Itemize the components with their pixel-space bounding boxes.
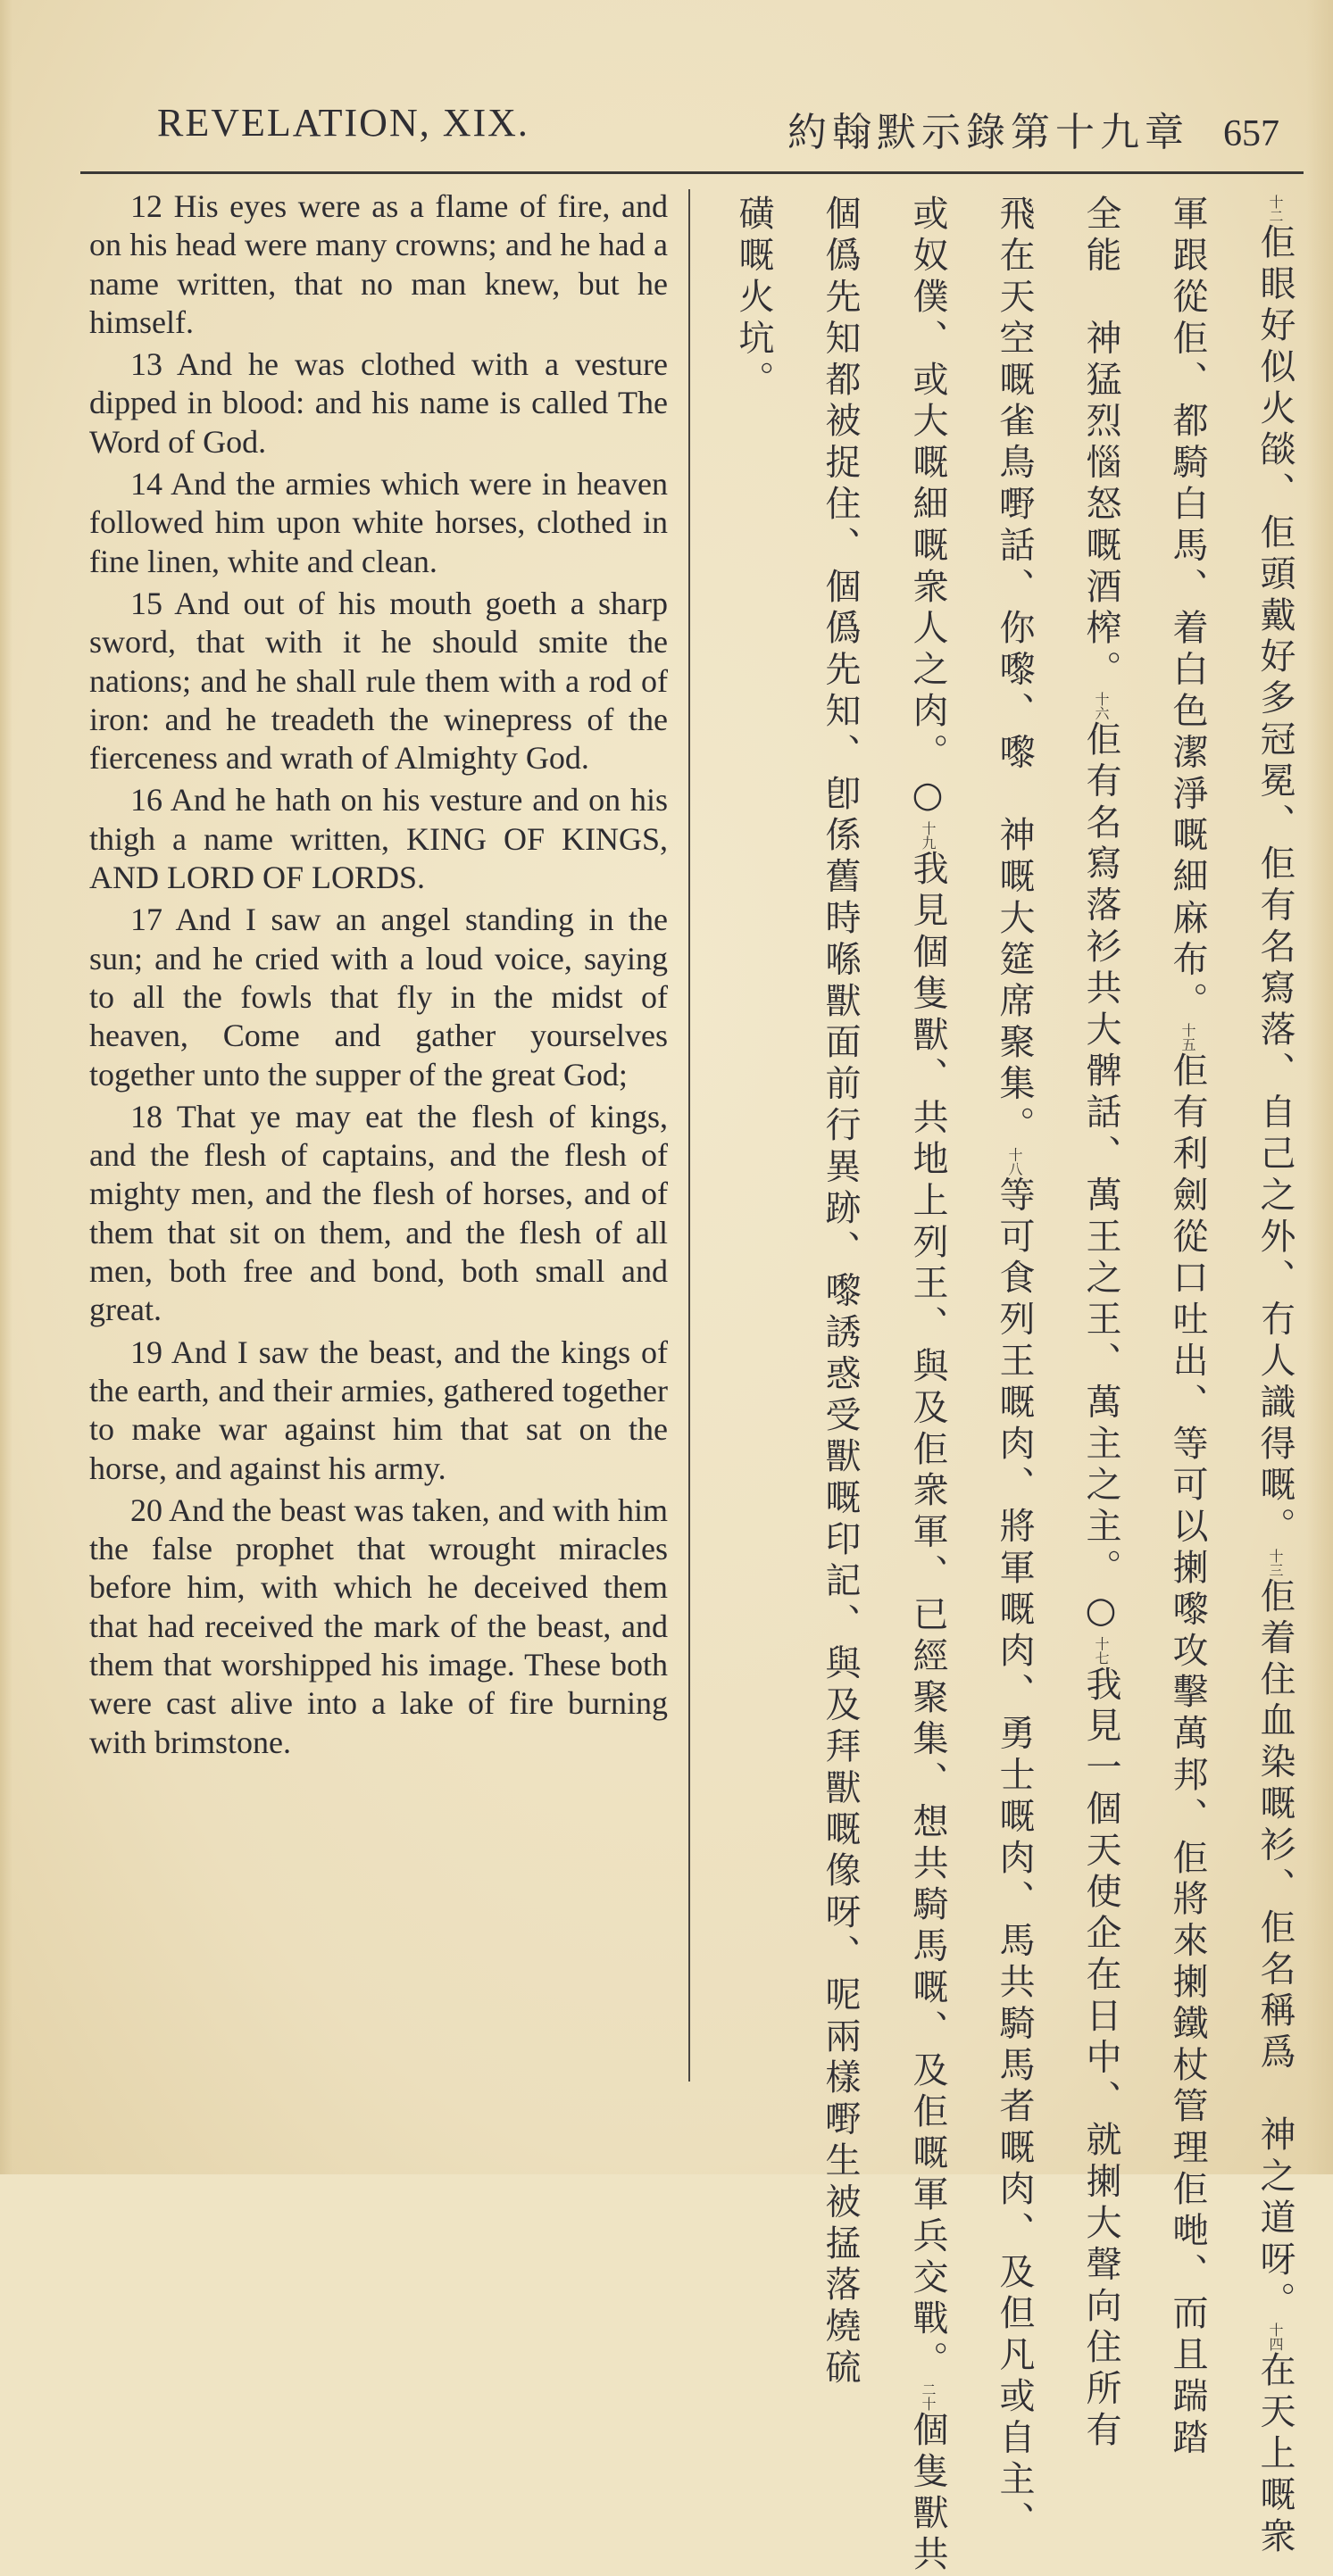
- page-number: 657: [1223, 113, 1279, 154]
- chinese-line: 飛在天空嘅雀鳥嘢話、你嚟、嚟 神嘅大筵席聚集。: [994, 195, 1035, 1148]
- chinese-column: [901, 195, 954, 2576]
- verse-number: 十五: [1179, 1023, 1196, 1051]
- chinese-line: 我見個隻獸、共地上列王、與及佢衆軍、已經聚集、想共騎馬嘅、及佢嘅軍兵交戰。: [907, 850, 948, 2382]
- chinese-line: 佢着住血染嘅衫、佢名稱爲 神之道呀。: [1254, 1576, 1296, 2323]
- column-divider: [688, 189, 690, 2082]
- chinese-line: 磺嘅火坑。: [733, 195, 774, 402]
- chinese-line: 佢有名寫落衫共大髀話、萬王之王、萬主之主。○: [1080, 719, 1121, 1637]
- verse-number: 十九: [920, 821, 937, 850]
- chinese-line: 個僞先知都被捉住、個僞先知、卽係舊時喺獸面前行異跡、嚟誘惑受獸嘅印記、與及拜獸嘅像呀、呢兩樣嘢生被掹落燒硫: [820, 195, 861, 2390]
- chinese-column: [1248, 195, 1302, 2559]
- verse-number: 十八: [1006, 1147, 1023, 1176]
- chinese-column: [1074, 195, 1128, 2453]
- verse-number: 十三: [1267, 1548, 1284, 1577]
- chinese-column: [987, 195, 1041, 2543]
- right-header: [787, 100, 1279, 157]
- english-column: [89, 187, 668, 1766]
- chinese-line: 佢有利劍從口吐出、等可以揦嚟攻擊萬邦、佢將來揦鐵杖管理佢哋、而且踹踏: [1167, 1051, 1208, 2460]
- verse-number: 十四: [1267, 2323, 1284, 2352]
- chinese-column: [727, 195, 780, 2078]
- verse-number: 十六: [1093, 691, 1110, 720]
- chinese-line: 或奴僕、或大嘅細嘅衆人之肉。○: [907, 195, 948, 821]
- verse-15: 15 And out of his mouth goeth a sharp sword, that with it he should smite the nations; and he shall rule them with a rod of iron: and he treadeth the winepress of the fierceness and wrath of Almighty God.: [89, 585, 668, 777]
- chinese-line: 軍跟從佢、都騎白馬、着白色潔淨嘅細麻布。: [1167, 195, 1208, 1023]
- header-rule: [80, 171, 1304, 174]
- chinese-line: 我見一個天使企在日中、就揦大聲向住所有: [1080, 1665, 1121, 2453]
- verse-number: 十二: [1267, 195, 1284, 223]
- verse-18: 18 That ye may eat the flesh of kings, and the flesh of captains, and the flesh of mighty men, and the flesh of horses, and of them that sit on them, and the flesh of all men, both free and bond, both small and great.: [89, 1098, 668, 1328]
- chinese-line: 等可食列王嘅肉、將軍嘅肉、勇士嘅肉、馬共騎馬者嘅肉、及但凡或自主、: [994, 1176, 1035, 2543]
- chinese-column: [813, 195, 867, 2390]
- chinese-column: [1161, 195, 1214, 2460]
- verse-19: 19 And I saw the beast, and the kings of the earth, and their armies, gathered together to make war against him that sat on the horse, and against his army.: [89, 1334, 668, 1486]
- verse-13: 13 And he was clothed with a vesture dipped in blood: and his name is called The Word of God.: [89, 346, 668, 460]
- page-edge-left: [0, 0, 12, 2174]
- chinese-line: 佢眼好似火燄、佢頭戴好多冠冕、佢有名寫落、自己之外、冇人識得嘅。: [1254, 223, 1296, 1549]
- verse-12: 12 His eyes were as a flame of fire, and on his head were many crowns; and he had a name written, that no man knew, but he himself.: [89, 188, 668, 340]
- verse-17: 17 And I saw an angel standing in the sun; and he cried with a loud voice, saying to all the fowls that fly in the midst of heaven, Come and gather yourselves together unto the supper of the great God;: [89, 902, 668, 1093]
- verse-20: 20 And the beast was taken, and with him the false prophet that wrought miracles before him, with which he deceived them that had received the mark of the beast, and them that worshipped his image. These both were cast alive into a lake of fire burning with brimstone.: [89, 1492, 668, 1760]
- verse-number: 十七: [1093, 1636, 1110, 1666]
- chinese-line: 全能 神猛烈惱怒嘅酒榨。: [1080, 195, 1121, 692]
- chinese-running-title: 約翰默示錄第十九章: [787, 110, 1189, 155]
- chinese-line: 個隻獸共: [907, 2410, 948, 2576]
- page-edge-right: [1306, 0, 1333, 2174]
- chinese-line: 在天上嘅衆: [1254, 2351, 1296, 2559]
- english-running-title: REVELATION, XIX.: [157, 101, 529, 145]
- verse-number: 二十: [920, 2381, 937, 2411]
- verse-14: 14 And the armies which were in heaven followed him upon white horses, clothed in fine linen, white and clean.: [89, 466, 668, 579]
- verse-16: 16 And he hath on his vesture and on his thigh a name written, KING OF KINGS, AND LORD OF LORDS.: [89, 782, 668, 896]
